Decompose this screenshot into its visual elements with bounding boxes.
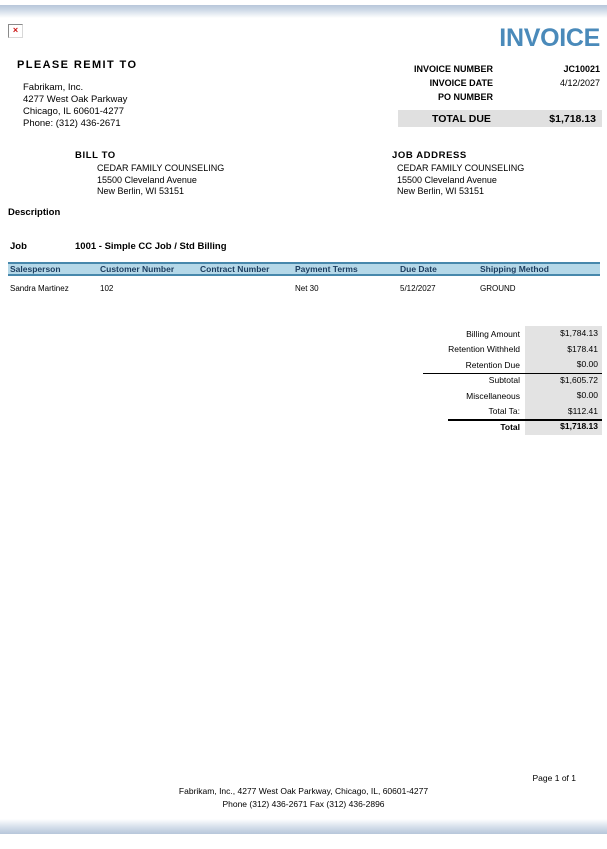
total-due-value: $1,718.13 [549,112,596,125]
top-gradient-band [0,5,607,18]
miscellaneous-value: $0.00 [525,388,602,404]
invoice-number-label: INVOICE NUMBER [413,64,493,74]
miscellaneous-label: Miscellaneous [466,390,520,401]
bottom-gradient-band [0,819,607,834]
cell-due-date: 5/12/2027 [400,283,436,293]
invoice-title: INVOICE [499,24,600,52]
job-address-line-company: CEDAR FAMILY COUNSELING [397,163,525,173]
description-label: Description [8,207,61,218]
col-header-due-date: Due Date [400,264,437,274]
footer-phone-line: Phone (312) 436-2671 Fax (312) 436-2896 [222,799,385,809]
retention-withheld-label: Retention Withheld [448,344,520,355]
billing-amount-label: Billing Amount [466,328,520,339]
totals-row-miscellaneous [380,388,602,404]
col-header-payment-terms: Payment Terms [295,264,358,274]
total-tax-label: Total Ta: [488,406,520,417]
total-tax-value: $112.41 [525,404,602,420]
cell-salesperson: Sandra Martinez [10,283,69,293]
subtotal-value: $1,605.72 [525,373,602,389]
bill-to-heading: BILL TO [75,150,116,161]
job-address-line-street: 15500 Cleveland Avenue [397,174,497,185]
billing-amount-value: $1,784.13 [525,326,602,342]
remit-line-city: Chicago, IL 60601-4277 [23,106,125,117]
bill-to-line-city: New Berlin, WI 53151 [97,186,185,196]
retention-withheld-value: $178.41 [525,342,602,358]
invoice-number-value: JC10021 [563,64,600,74]
table-row [8,282,600,294]
cell-shipping-method: GROUND [480,283,516,293]
bill-to-address [97,163,224,198]
totals-row-total [380,419,602,435]
po-number-row [340,92,600,104]
details-table-header [8,262,600,276]
job-address-line-city: New Berlin, WI 53151 [397,186,485,196]
job-label: Job [10,241,27,252]
col-header-salesperson: Salesperson [10,264,61,274]
remit-line-street: 4277 West Oak Parkway [23,94,128,105]
subtotal-label: Subtotal [488,375,520,386]
col-header-contract-number: Contract Number [200,264,270,274]
invoice-date-label: INVOICE DATE [429,78,493,88]
total-due-bar [398,110,602,127]
po-number-label: PO NUMBER [437,92,493,102]
retention-due-value: $0.00 [525,357,602,373]
col-header-customer-number: Customer Number [100,264,175,274]
totals-row-subtotal [380,373,602,389]
broken-image-icon: × [8,24,23,38]
bill-to-line-street: 15500 Cleveland Avenue [97,174,197,185]
job-address-block [397,163,524,198]
job-value: 1001 - Simple CC Job / Std Billing [75,241,227,252]
remit-to-heading: PLEASE REMIT TO [17,59,138,71]
remit-to-address [23,82,127,130]
totals-section [380,326,602,435]
cell-customer-number: 102 [100,283,114,293]
page-indicator: Page 1 of 1 [532,773,576,783]
totals-row-billing-amount [380,326,602,342]
remit-line-company: Fabrikam, Inc. [23,82,84,93]
retention-due-label: Retention Due [465,359,520,370]
totals-divider-line [448,419,602,421]
invoice-number-row [340,64,600,76]
totals-row-retention-due [380,357,602,373]
invoice-date-row [340,78,600,90]
totals-row-retention-withheld [380,342,602,358]
footer-address-line: Fabrikam, Inc., 4277 West Oak Parkway, Chicago, IL, 60601-4277 [178,786,429,796]
job-address-heading: JOB ADDRESS [392,150,467,161]
invoice-date-value: 4/12/2027 [559,78,600,88]
totals-row-total-tax [380,404,602,420]
total-value: $1,718.13 [525,419,602,435]
remit-line-phone: Phone: (312) 436-2671 [23,118,121,129]
bill-to-line-company: CEDAR FAMILY COUNSELING [97,163,225,173]
col-header-shipping-method: Shipping Method [480,264,549,274]
total-label: Total [500,421,520,432]
cell-payment-terms: Net 30 [295,283,319,293]
total-due-label: TOTAL DUE [432,112,491,125]
totals-divider-line [423,373,602,375]
